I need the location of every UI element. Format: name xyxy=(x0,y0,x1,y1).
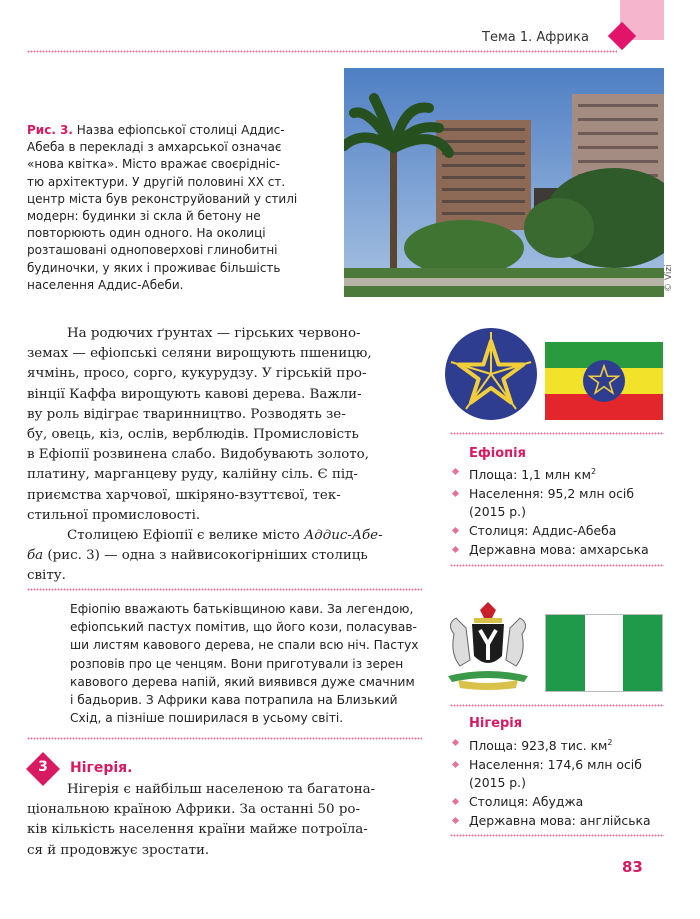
capital-name-italic: ба xyxy=(27,548,44,564)
header-title: Тема 1. Африка xyxy=(482,30,589,45)
coffee-line: кавового дерева напій, який виявився дуже смачним xyxy=(70,674,415,689)
paragraph-line: ву роль відіграє тваринництво. Розводять зе- xyxy=(27,406,346,422)
figure-label: Рис. 3. xyxy=(27,123,73,137)
photo-credit: © Vizi xyxy=(664,264,674,292)
ethiopia-emblem xyxy=(444,327,538,421)
caption-line: повторюють один одного. На околиці xyxy=(27,226,266,241)
section-number: 3 xyxy=(38,759,48,775)
nigeria-paragraph xyxy=(27,780,422,861)
paragraph-line: ячмінь, просо, сорго, кукурудзу. У гірській про- xyxy=(27,366,367,382)
city-scene-illustration xyxy=(344,68,664,297)
nigeria-title: Нігерія xyxy=(469,716,523,731)
caption-line: будиночки, у яких і проживає більшість xyxy=(27,260,281,275)
ethiopia-language: Державна мова: амхарська xyxy=(450,541,682,560)
paragraph-line: ціональною країною Африки. За останні 50 ро- xyxy=(27,802,360,818)
nigeria-language: Державна мова: англійська xyxy=(450,812,682,831)
paragraph-line: вінції Каффа вирощують кавові дерева. Важли- xyxy=(27,386,362,402)
coffee-line: ши листям кавового дерева, не спали всю ніч. Пастух xyxy=(70,638,419,653)
paragraph-text: (рис. 3) — одна з найвисокогірніших столиць xyxy=(43,548,368,564)
caption-line: «нова квітка». Місто вражає своєрідніс- xyxy=(27,157,280,172)
paragraph-line: ків кількість населення країни майже потроїла- xyxy=(27,822,368,838)
paragraph-line: ся й продовжує зростати. xyxy=(27,842,210,858)
ethiopia-population-year: (2015 р.) xyxy=(469,504,526,520)
ethiopia-capital: Столиця: Аддис-Абеба xyxy=(450,522,682,541)
nigeria-coat-of-arms xyxy=(440,600,536,692)
coffee-divider-top xyxy=(27,588,422,591)
paragraph-text: Столицею Ефіопії є велике місто xyxy=(67,528,305,544)
ethiopia-emblem-icon xyxy=(444,327,538,421)
capital-name-italic: Аддис-Абе- xyxy=(304,528,383,544)
header-divider xyxy=(27,50,617,53)
nigeria-coat-of-arms-icon xyxy=(440,600,536,692)
nigeria-facts xyxy=(450,734,682,830)
nigeria-population-year: (2015 р.) xyxy=(469,775,526,791)
nigeria-divider-bottom xyxy=(450,834,664,837)
ethiopia-population xyxy=(450,485,682,522)
ethiopia-facts xyxy=(450,463,682,559)
ethiopia-area-text: Площа: 1,1 млн км xyxy=(469,467,591,483)
paragraph-line: світу. xyxy=(27,568,66,584)
nigeria-divider-top xyxy=(450,704,664,707)
page-number: 83 xyxy=(622,858,643,876)
caption-line: Абеба в перекладі з амхарської означає xyxy=(27,140,282,155)
capital-paragraph xyxy=(27,526,422,546)
paragraph-line: земах — ефіопські селяни вирощують пшеницю, xyxy=(27,346,372,362)
nigeria-population-text: Населення: 174,6 млн осіб xyxy=(469,756,642,772)
caption-line: населення Аддис-Абеби. xyxy=(27,277,184,292)
ethiopia-flag xyxy=(545,342,663,420)
nigeria-flag-icon xyxy=(545,614,663,692)
paragraph-line: На родючих ґрунтах — гірських червоно- xyxy=(67,326,361,341)
nigeria-capital: Столиця: Абуджа xyxy=(450,793,682,812)
caption-line: центр міста був реконструйований у стилі xyxy=(27,191,298,206)
coffee-divider-bottom xyxy=(27,737,422,740)
coffee-line: ефіопський пастух помітив, що його кози, поласував- xyxy=(70,620,417,635)
paragraph-line: платину, марганцеву руду, калійну сіль. Є під- xyxy=(27,467,358,483)
nigeria-area-unit-sup: 2 xyxy=(607,738,613,747)
coffee-line: і бадьорив. З Африки кава потрапила на Близький xyxy=(70,693,398,708)
coffee-line: розповів про це ченцям. Вони приготували із зерен xyxy=(70,656,404,671)
caption-line: тю архітектури. У другій половині ХХ ст. xyxy=(27,174,286,189)
paragraph-line: приємства харчової, шкіряно-взуттєвої, тек- xyxy=(27,487,341,503)
ethiopia-title: Ефіопія xyxy=(469,446,526,461)
caption-line: розташовані одноповерхові глинобитні xyxy=(27,243,278,258)
paragraph-line xyxy=(27,546,422,566)
nigeria-area-text: Площа: 923,8 тис. км xyxy=(469,738,608,754)
figure-caption xyxy=(27,122,332,294)
ethiopia-area-unit-sup: 2 xyxy=(590,467,597,476)
ethiopia-area xyxy=(450,463,682,485)
nigeria-population xyxy=(450,756,682,793)
ethiopia-flag-icon xyxy=(545,342,663,420)
section-title: Нігерія. xyxy=(70,760,133,776)
caption-line: модерн: будинки зі скла й бетону не xyxy=(27,209,261,224)
caption-line: Назва ефіопської столиці Аддис- xyxy=(72,123,285,137)
ethiopia-population-text: Населення: 95,2 млн осіб xyxy=(469,485,634,501)
nigeria-area xyxy=(450,734,682,756)
coffee-line: Схід, а пізніше поширилася в усьому світі. xyxy=(70,711,344,726)
ethiopia-divider-top xyxy=(450,432,664,435)
paragraph-line: Нігерія є найбільш населеною та багатона- xyxy=(67,782,376,797)
ethiopia-divider-bottom xyxy=(450,564,664,567)
addis-ababa-photo xyxy=(344,68,664,297)
coffee-line: Ефіопію вважають батьківщиною кави. За легендою, xyxy=(70,602,414,616)
nigeria-flag xyxy=(545,614,663,692)
main-paragraph xyxy=(27,324,422,587)
coffee-fact-box xyxy=(70,600,422,727)
paragraph-line: в Ефіопії розвинена слабо. Видобувають золото, xyxy=(27,447,369,463)
paragraph-line: бу, овець, кіз, ослів, верблюдів. Промисловість xyxy=(27,427,359,443)
paragraph-line: стильної промисловості. xyxy=(27,507,201,523)
